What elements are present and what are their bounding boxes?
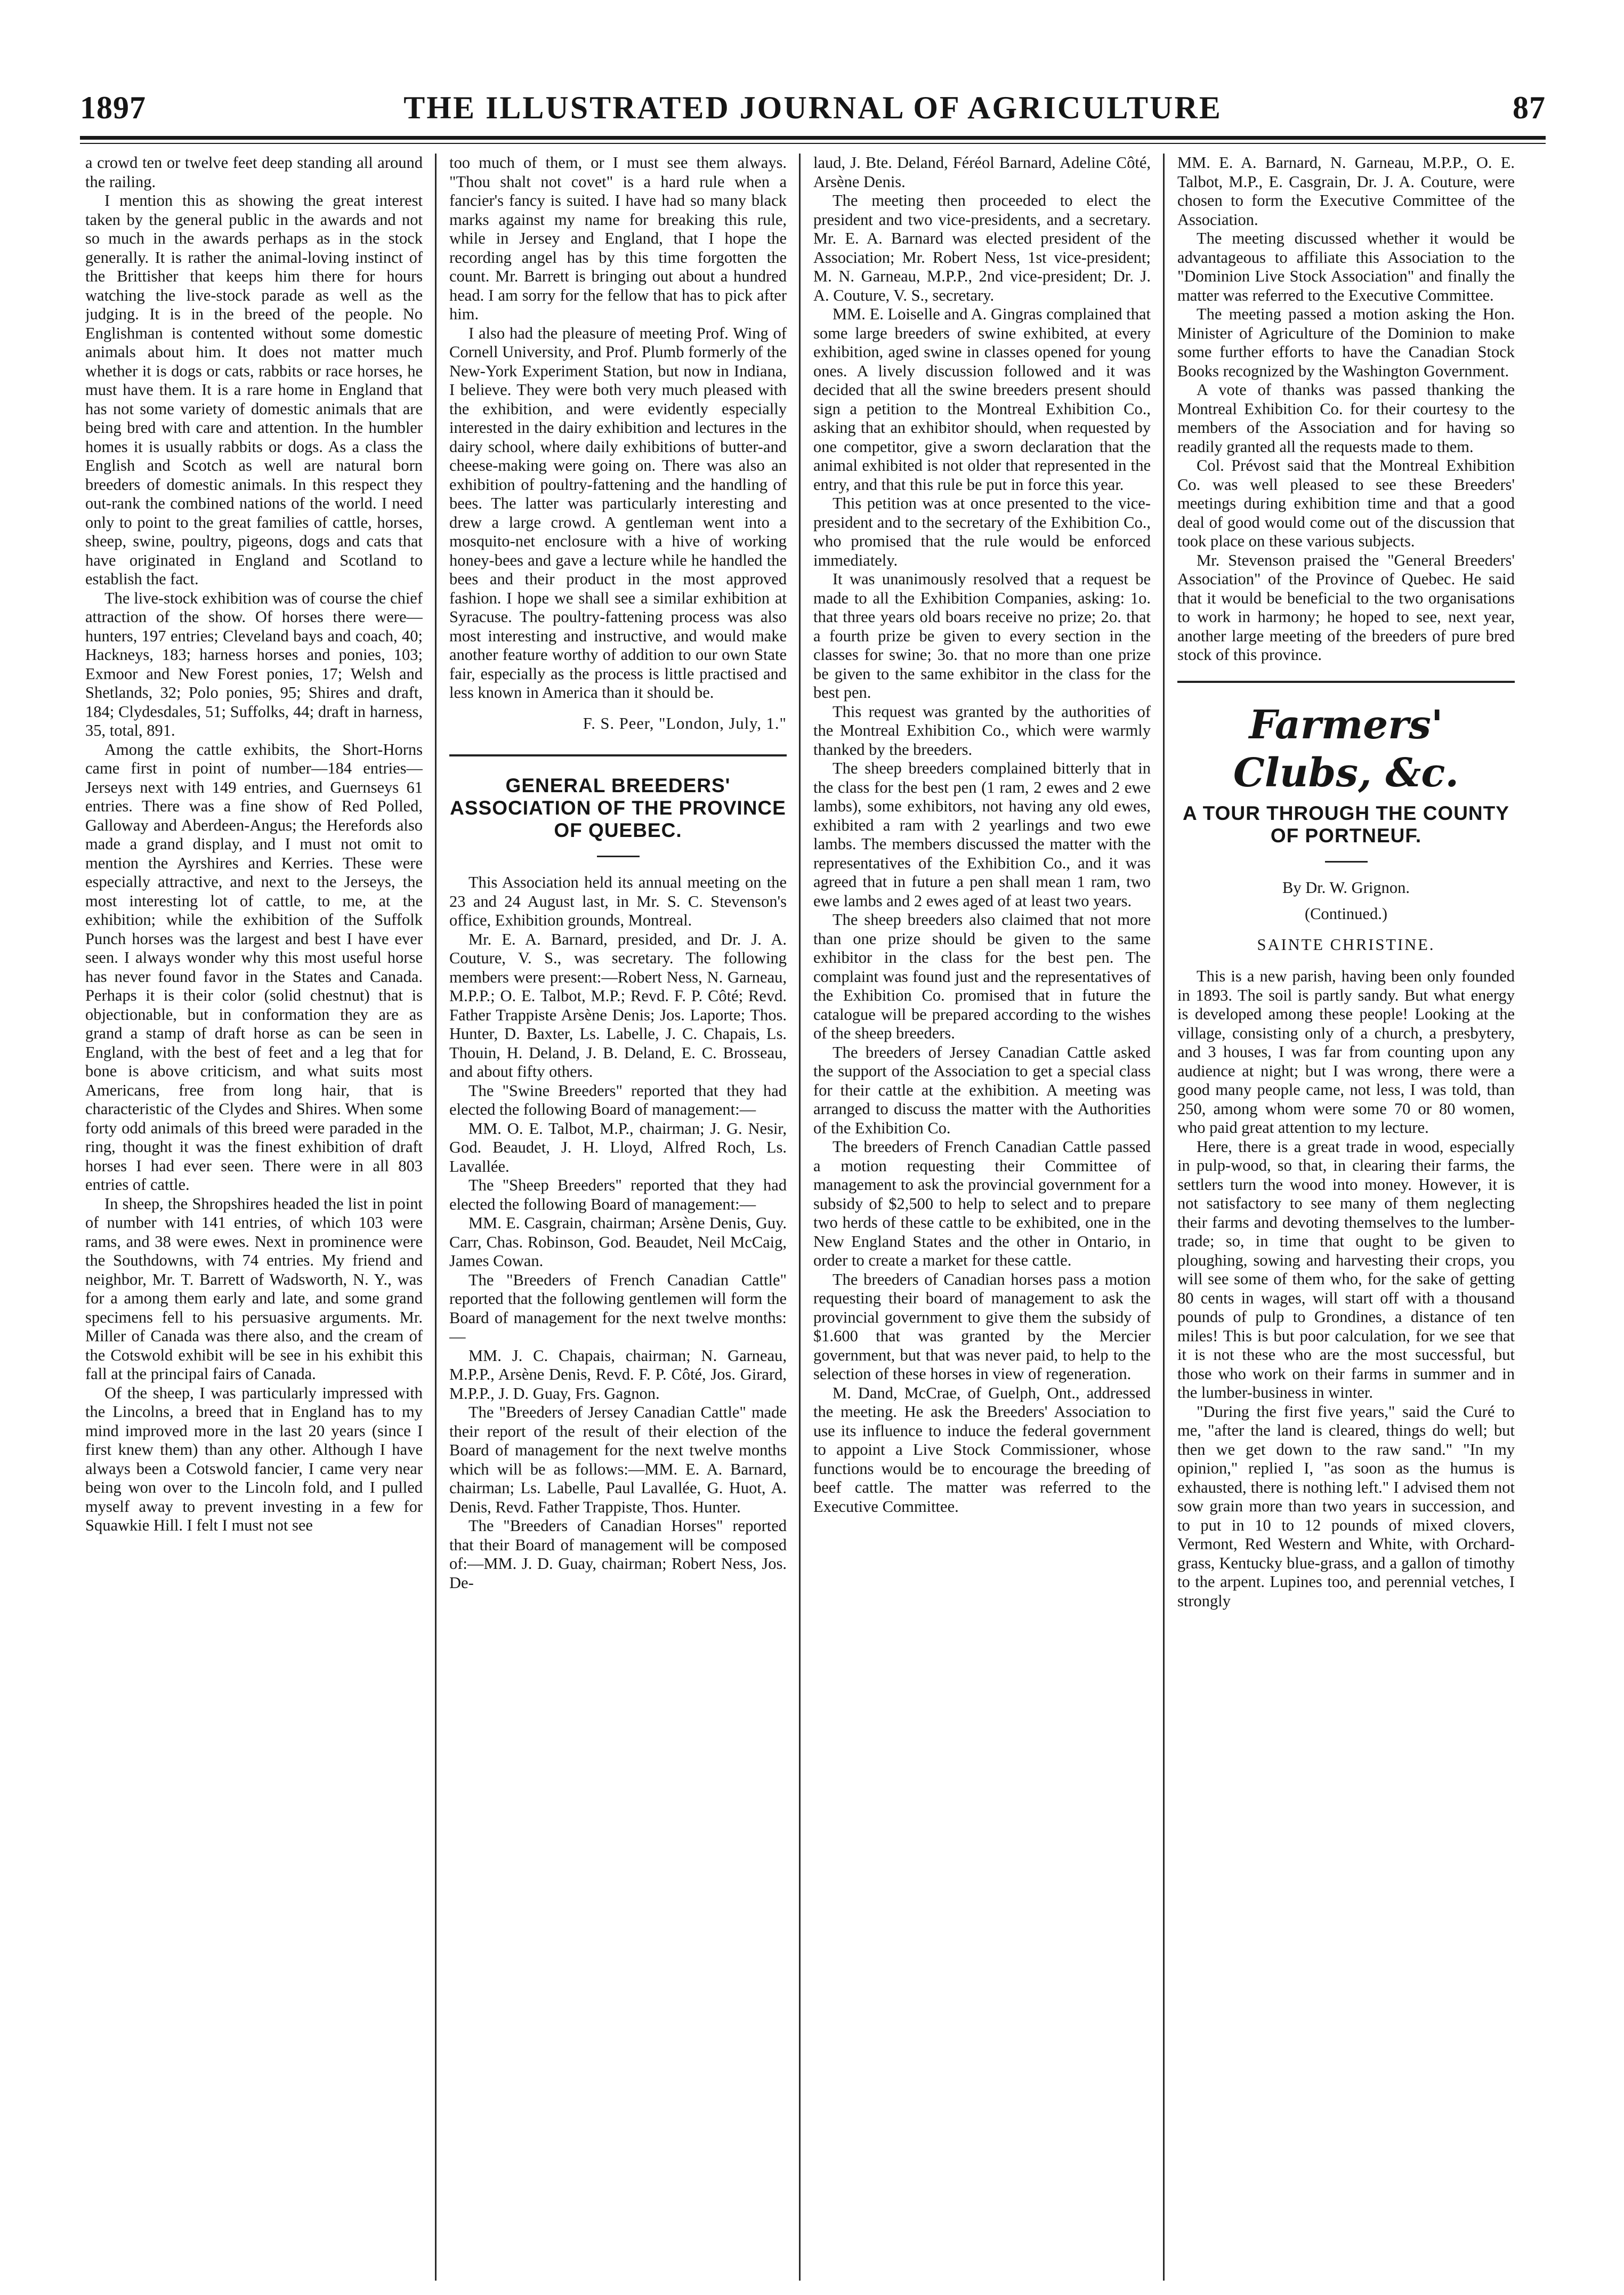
journal-title: THE ILLUSTRATED JOURNAL OF AGRICULTURE (403, 90, 1222, 125)
header-year: 1897 (80, 90, 146, 125)
paragraph: The live-stock exhibition was of course the chief attraction of the show. Of horses there were—hunters, 197 entries; Cleveland bays and coach, 40; Hackneys, 183; harness horses and ponies, 103; Exmoor and New Forest ponies, 17; Welsh and Shetlands, 32; Polo ponies, 95; Shires and draft, 184; Clydesdales, 51; Suffolks, 44; draft in harness, 35, total, 891. (85, 589, 423, 739)
column-1 (85, 154, 423, 2281)
column-4 (1177, 154, 1515, 2281)
column-divider (1163, 154, 1165, 2281)
paragraph: Mr. E. A. Barnard, presided, and Dr. J. A. Couture, V. S., was secretary. The following members were present:—Robert Ness, N. Garneau, M.P.P.; O. E. Talbot, M.P.; Revd. F. P. Côté; Revd. Father Trappiste Arsène Denis; Jos. Laporte; Thos. Hunter, D. Baxter, Ls. Labelle, J. C. Chapais, Ls. Thouin, H. Deland, J. B. Deland, E. C. Brosseau, and about fifty others. (449, 930, 787, 1081)
paragraph: Among the cattle exhibits, the Short-Horns came first in point of number—184 entries—Jerseys next with 149 entries, and Guernseys 61 entries. There was a fine show of Red Polled, Galloway and Aberdeen-Angus; the Herefords also made a grand display, and I must not omit to mention the Ayrshires and Kerries. These were especially attractive, and next to the Jerseys, the most interesting lot of cattle, to me, at the exhibition; while the exhibition of the Suffolk Punch horses was the largest and best I have ever seen. I always wonder why this most useful horse has never found favor in the States and Canada. Perhaps it is their color (solid chestnut) that is objectionable, but in conformation they are as grand a stamp of draft horse as can be seen in England, with the best of feet and a leg that for bone is above criticism, and what suits most Americans, free from long hair, that is characteristic of the Clydes and Shires. When some forty odd animals of this breed were paraded in the ring, thought it was the finest exhibition of draft horses I had ever seen. There were in all 803 entries of cattle. (85, 740, 423, 1194)
paragraph: Col. Prévost said that the Montreal Exhibition Co. was well pleased to see these Breeders' meetings during exhibition time and that a good deal of good would come out of the discussion that took place on these various subjects. (1177, 456, 1515, 550)
paragraph: MM. E. A. Barnard, N. Garneau, M.P.P., O. E. Talbot, M.P., E. Casgrain, Dr. J. A. Couture, were chosen to form the Executive Committee of the Association. (1177, 154, 1515, 229)
byline: By Dr. W. Grignon. (1282, 878, 1410, 897)
paragraph: Here, there is a great trade in wood, especially in pulp-wood, so that, in clearing their farms, the settlers turn the wood into money. However, it is not satisfactory to see many of them neglecting their farms and devoting themselves to the lumber-trade; so, in time that ought to be given to ploughing, sowing and harvesting their crops, you will see some of them who, for the sake of getting 80 cents in wages, will start off with a thousand pounds of pulp to Grondines, a distance of ten miles! This is but poor calculation, for we see that it is not these who are the most successful, but those who work on their farms in summer and in the lumber-business in winter. (1177, 1137, 1515, 1402)
column-divider (799, 154, 801, 2281)
paragraph: MM. J. C. Chapais, chairman; N. Garneau, M.P.P., Arsène Denis, Revd. F. P. Côté, Jos. Girard, M.P.P., J. D. Guay, Frs. Gagnon. (449, 1346, 787, 1403)
header-rule-thin (80, 143, 1546, 144)
place-subheading: SAINTE CHRISTINE. (1257, 935, 1435, 954)
column-2 (449, 154, 787, 2281)
page-number: 87 (1513, 90, 1546, 125)
paragraph: MM. O. E. Talbot, M.P., chairman; J. G. Nesir, God. Beaudet, J. H. Lloyd, Alfred Roch, Ls. Lavallée. (449, 1119, 787, 1175)
section-separator (1177, 681, 1515, 683)
paragraph: "During the first five years," said the Curé to me, "after the land is cleared, things do well; but then we get down to the raw sand." "In my opinion," replied I, "as soon as the humus is exhausted, there is nothing left." I advised them not sow grain more than two years in succession, and to put in 10 to 12 pounds of mixed clovers, Vermont, Red Western and White, with Orchard-grass, Kentucky blue-grass, and a gallon of timothy to the arpent. Lupines too, and perennial vetches, I strongly (1177, 1402, 1515, 1610)
paragraph: The meeting then proceeded to elect the president and two vice-presidents, and a secretary. Mr. E. A. Barnard was elected president of the Association; Mr. Robert Ness, 1st vice-president; M. N. Garneau, M.P.P., 2nd vice-president; Dr. J. A. Couture, V. S., secretary. (813, 191, 1151, 304)
paragraph: The breeders of Jersey Canadian Cattle asked the support of the Association to get a special class for their cattle at the exhibition. A meeting was arranged to discuss the matter with the Authorities of the Exhibition Co. (813, 1043, 1151, 1137)
paragraph: The breeders of Canadian horses pass a motion requesting their board of management to ask the provincial government to give them the subsidy of $1.600 that was granted by the Mercier government, but that was never paid, to help to the selection of these horses in view of regeneration. (813, 1270, 1151, 1383)
paragraph: MM. E. Casgrain, chairman; Arsène Denis, Guy. Carr, Chas. Robinson, God. Beaudet, Neil McCaig, James Cowan. (449, 1214, 787, 1270)
paragraph: In sheep, the Shropshires headed the list in point of number with 141 entries, of which 103 were rams, and 38 were ewes. Next in prominence were the Southdowns, with 74 entries. My friend and neighbor, Mr. T. Barrett of Wadsworth, N. Y., was for a among them early and late, and some grand specimens fell to his persuasive arguments. Mr. Miller of Canada was there also, and the cream of the Cotswold exhibit will be see in his exhibit this fall at the principal fairs of Canada. (85, 1194, 423, 1383)
paragraph: laud, J. Bte. Deland, Féréol Barnard, Adeline Côté, Arsène Denis. (813, 154, 1151, 191)
paragraph: This is a new parish, having been only founded in 1893. The soil is partly sandy. But what energy is developed among these people! Looking at the village, consisting only of a church, a presbytery, and 3 houses, I was far from counting upon any audience at night; but I was wrong, there were a good many people came, not less, I was told, than 250, among whom were some 70 or 80 women, who paid great attention to my lecture. (1177, 967, 1515, 1137)
paragraph: too much of them, or I must see them always. "Thou shalt not covet" is a hard rule when a fancier's fancy is suited. I have had so many black marks against my name for breaking this rule, while in Jersey and England, that I hope the recording angel has by this time forgotten the count. Mr. Barrett is bringing out about a hundred head. I am sorry for the fellow that has to pick after him. (449, 154, 787, 323)
paragraph: The sheep breeders also claimed that not more than one prize should be given to the same exhibitor in the class for the best pen. The complaint was found just and the representatives of the Exhibition Co. promised that in future the catalogue will be prepared according to the wishes of the sheep breeders. (813, 911, 1151, 1042)
headline-rule (597, 856, 640, 857)
headline-rule (1325, 861, 1368, 863)
paragraph: It was unanimously resolved that a request be made to all the Exhibition Companies, asking: 1o. that three years old boars receive no prize; 2o. that a fourth prize be given to every section in the classes for swine; 3o. that no more than one prize be given to the same exhibitor in the class for the best pen. (813, 570, 1151, 702)
header-rule-thick (80, 136, 1546, 140)
paragraph: I mention this as showing the great interest taken by the general public in the awards and not so much in the awards perhaps as in the stock generally. It is rather the animal-loving instinct of the Brittisher that keeps him there for hours watching the live-stock parade as well as the judging. It is in the breed of the people. No Englishman is contented without some domestic animals about him. It does not matter much whether it is dogs or cats, rabbits or race horses, he must have them. It is a rare home in England that has not some variety of domestic animals that are being bred with care and attention. In the humbler homes it is usually rabbits or dogs. As a class the English and Scotch as well are natural born breeders of domestic animals. In this respect they out-rank the combined nations of the world. I need only to point to the great families of cattle, horses, sheep, swine, poultry, pigeons, dogs and cats that have originated in England and Scotland to establish the fact. (85, 191, 423, 588)
continued-note: (Continued.) (1304, 905, 1388, 923)
section-separator (449, 754, 787, 756)
paragraph: The sheep breeders complained bitterly that in the class for the best pen (1 ram, 2 ewes and 2 ewe lambs), some exhibitors, not having any old ewes, exhibited a ram with 2 yearlings and two ewe lambs. The members discussed the matter with the representatives of the Exhibition Co., and it was agreed that in future a pen shall mean 1 ram, two ewe lambs and 2 ewes aged of at least two years. (813, 759, 1151, 910)
paragraph: Of the sheep, I was particularly impressed with the Lincolns, a breed that in England has to my mind improved more in the last 20 years (since I first knew them) than any other. Although I have always been a Cotswold fancier, I came very near being won over to the Lincoln fold, and I pulled myself away to prevent investing in a few for Squawkie Hill. I felt I must not see (85, 1383, 423, 1534)
paragraph: I also had the pleasure of meeting Prof. Wing of Cornell University, and Prof. Plumb formerly of the New-York Experiment Station, but now in Indiana, I believe. They were both very much pleased with the exhibition, and were evidently especially interested in the dairy exhibition and lectures in the dairy school, where daily exhibitions of butter-and cheese-making were going on. There was also an exhibition of poultry-fattening and the handling of bees. The latter was particularly interesting and drew a large crowd. A gentleman went into a mosquito-net enclosure with a hive of working honey-bees and gave a lecture while he handled the bees and their product in the most approved fashion. I hope we shall see a similar exhibition at Syracuse. The poultry-fattening process was also most interesting and instructive, and would make another feature worthy of addition to our own State fair, especially as the process is little practised and less known in America than it should be. (449, 324, 787, 702)
article-headline: A TOUR THROUGH THE COUNTY OF PORTNEUF. (1183, 802, 1509, 847)
column-3 (813, 154, 1151, 2281)
paragraph: a crowd ten or twelve feet deep standing all around the railing. (85, 154, 423, 191)
page-header (80, 90, 1546, 132)
article-headline: GENERAL BREEDERS' ASSOCIATION OF THE PROVINCE OF QUEBEC. (450, 775, 786, 841)
paragraph: This Association held its annual meeting on the 23 and 24 August last, in Mr. S. C. Stevenson's office, Exhibition grounds, Montreal. (449, 873, 787, 929)
article-signature: F. S. Peer, "London, July, 1." (583, 714, 787, 732)
paragraph: The "Sheep Breeders" reported that they had elected the following Board of management:— (449, 1176, 787, 1213)
paragraph: The "Breeders of Jersey Canadian Cattle" made their report of the result of their election of the Board of management for the next twelve months which will be as follows:—MM. E. A. Barnard, chairman; Ls. Labelle, Paul Lavallée, G. Huot, A. Denis, Revd. Father Trappiste, Thos. Hunter. (449, 1403, 787, 1516)
paragraph: A vote of thanks was passed thanking the Montreal Exhibition Co. for their courtesy to the members of the Association and for having so readily granted all the requests made to them. (1177, 381, 1515, 456)
column-divider (435, 154, 437, 2281)
paragraph: Mr. Stevenson praised the "General Breeders' Association" of the Province of Quebec. He said that it would be beneficial to the two organisations to work in harmony; he hoped to see, next year, another large meeting of the breeders of pure bred stock of this province. (1177, 551, 1515, 664)
paragraph: The "Breeders of French Canadian Cattle" reported that the following gentlemen will form the Board of management for the next twelve months:— (449, 1270, 787, 1346)
paragraph: The "Swine Breeders" reported that they had elected the following Board of management:— (449, 1081, 787, 1118)
paragraph: MM. E. Loiselle and A. Gingras complained that some large breeders of swine exhibited, at every exhibition, aged swine in classes opened for young ones. A lively discussion followed and it was decided that all the swine breeders present should sign a petition to the Montreal Exhibition Co., asking that an exhibitor should, when requested by one competitor, give a sworn declaration that the animal exhibited is not older that represented in the entry, and that this rule be put in force this year. (813, 305, 1151, 494)
paragraph: The breeders of French Canadian Cattle passed a motion requesting their Committee of management to ask the provincial government for a subsidy of $2,500 to help to select and to prepare two herds of these cattle to be exhibited, one in the New England States and the other in Ontario, in order to create a market for these cattle. (813, 1138, 1151, 1269)
department-heading: Farmers' Clubs, &c. (1233, 702, 1459, 796)
paragraph: M. Dand, McCrae, of Guelph, Ont., addressed the meeting. He ask the Breeders' Association to use its influence to induce the federal government to appoint a Live Stock Commissioner, whose functions would be to encourage the breeding of beef cattle. The matter was referred to the Executive Committee. (813, 1383, 1151, 1516)
paragraph: The meeting discussed whether it would be advantageous to affiliate this Association to the "Dominion Live Stock Association" and finally the matter was referred to the Executive Committee. (1177, 229, 1515, 304)
paragraph: The meeting passed a motion asking the Hon. Minister of Agriculture of the Dominion to make some further efforts to have the Canadian Stock Books recognized by the Washington Government. (1177, 305, 1515, 380)
paragraph: This petition was at once presented to the vice-president and to the secretary of the Exhibition Co., who promised that the rule would be enforced immediately. (813, 494, 1151, 569)
paragraph: This request was granted by the authorities of the Montreal Exhibition Co., which were warmly thanked by the breeders. (813, 702, 1151, 759)
paragraph: The "Breeders of Canadian Horses" reported that their Board of management will be composed of:—MM. J. D. Guay, chairman; Robert Ness, Jos. De- (449, 1517, 787, 1592)
